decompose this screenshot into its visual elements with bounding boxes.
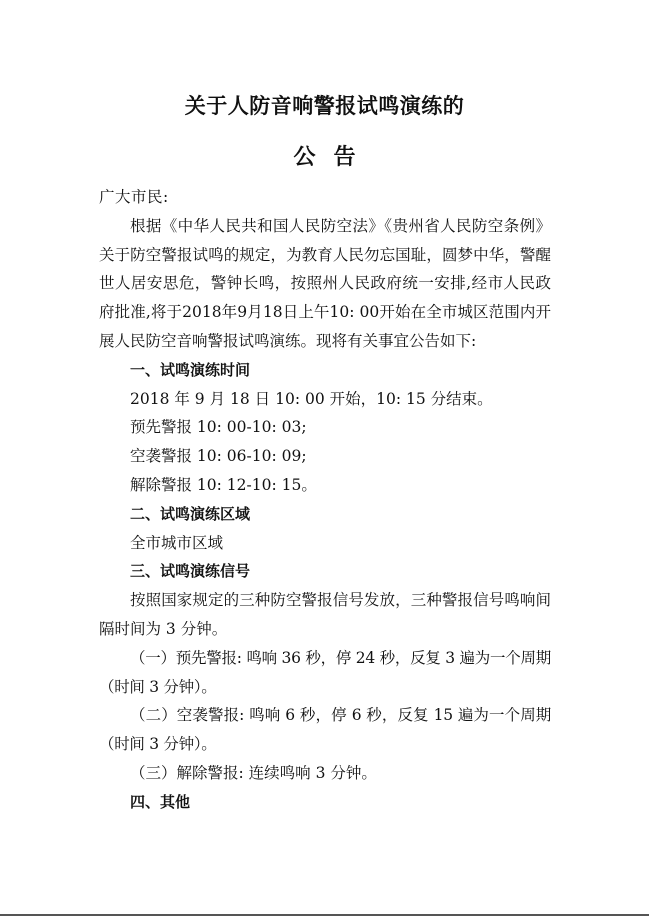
time-line-preliminary-alert: 预先警报 10: 00-10: 03; — [130, 418, 307, 437]
notice-title-gonggao: 公告 — [293, 144, 374, 170]
signal-paragraph-air-raid: （二）空袭警报: 鸣响 6 秒，停 6 秒，反复 15 遍为一个周期（时间 3 分钟）。 — [99, 706, 551, 754]
notice-body — [99, 183, 551, 817]
section-heading-other: 四、其他 — [130, 792, 191, 811]
section-heading-signal: 三、试鸣演练信号 — [130, 562, 251, 581]
section-heading-area: 二、试鸣演练区域 — [130, 504, 251, 523]
salutation: 广大市民: — [99, 188, 169, 206]
page-bottom-rule — [0, 914, 649, 916]
signal-paragraph-preliminary: （一）预先警报: 鸣响 36 秒，停 24 秒，反复 3 遍为一个周期（时间 3 分钟）。 — [99, 648, 551, 696]
signal-paragraph-general: 按照国家规定的三种防空警报信号发放，三种警报信号鸣响间隔时间为 3 分钟。 — [99, 591, 551, 638]
intro-paragraph: 根据《中华人民共和国人民防空法》《贵州省人民防空条例》关于防空警报试鸣的规定，为教育人民勿忘国耻，圆梦中华，警醒世人居安思危，警钟长鸣，按照州人民政府统一安排,经市人民政府批准,将于2018年9月18日上午10: 00开始在全市城区范围内开展人民防空音响警报试鸣演练。现将有关事宜公告如下: — [99, 216, 551, 350]
notice-title: 关于人防音响警报试鸣演练的 — [184, 93, 465, 118]
section-heading-time: 一、试鸣演练时间 — [130, 360, 251, 379]
signal-paragraph-all-clear: （三）解除警报: 连续鸣响 3 分钟。 — [130, 763, 377, 782]
area-line: 全市城市区域 — [130, 533, 224, 552]
time-line-air-raid-alert: 空袭警报 10: 06-10: 09; — [130, 447, 307, 466]
time-line-all-clear: 解除警报 10: 12-10: 15。 — [130, 475, 317, 494]
time-line-start-end: 2018 年 9 月 18 日 10: 00 开始，10: 15 分结束。 — [130, 389, 493, 408]
